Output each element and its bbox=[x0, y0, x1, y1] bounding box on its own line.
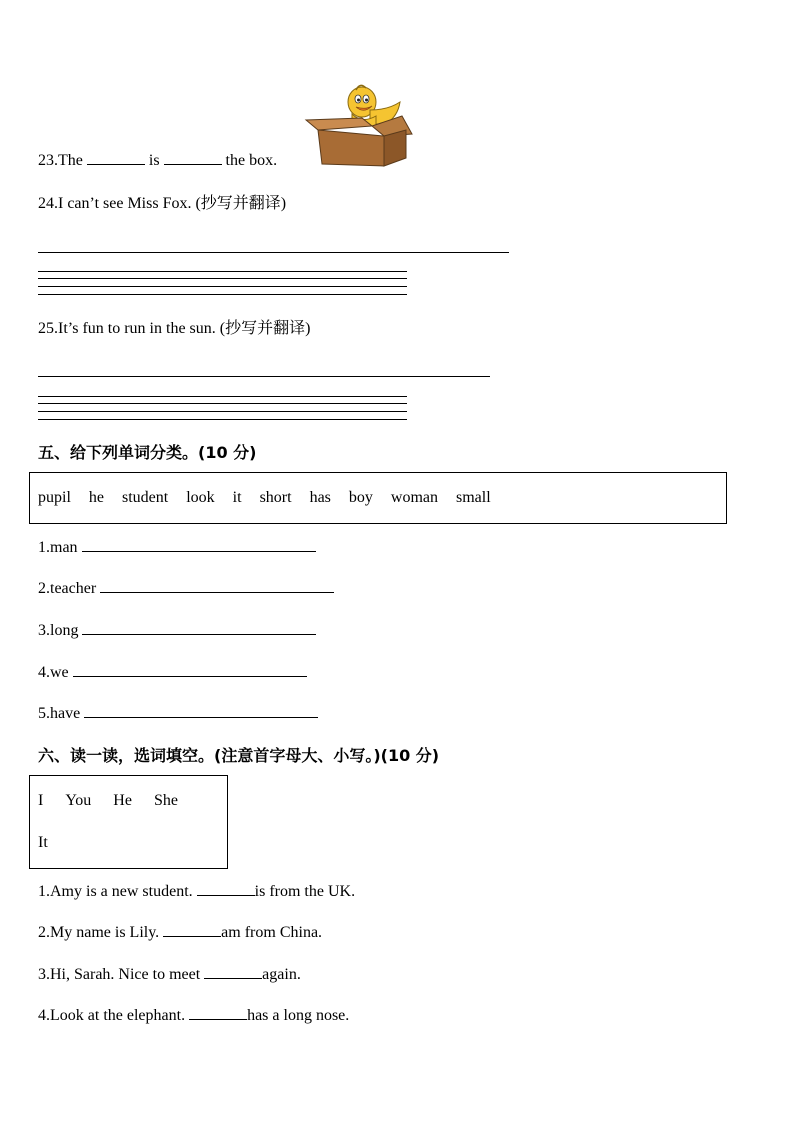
classify-item-3 bbox=[38, 620, 316, 640]
q23-number: 23. bbox=[38, 152, 58, 169]
duck-in-box-icon bbox=[300, 80, 418, 170]
q23-word-the-box: the box. bbox=[225, 152, 278, 169]
classify-answer-blank[interactable] bbox=[82, 537, 316, 552]
classify-item-2 bbox=[38, 578, 334, 598]
word-bank-word: woman bbox=[390, 489, 438, 506]
fill-item-prefix: 3.Hi, Sarah. Nice to meet bbox=[38, 966, 201, 983]
section-6-word-bank bbox=[29, 775, 228, 869]
word-bank-word: student bbox=[122, 489, 169, 506]
fill-item-prefix: 2.My name is Lily. bbox=[38, 924, 160, 941]
q24-writing-line-2[interactable] bbox=[38, 278, 407, 279]
word-bank-word: I bbox=[38, 792, 44, 809]
classify-item-label: 1.man bbox=[38, 539, 78, 556]
q25-writing-line-1[interactable] bbox=[38, 396, 407, 397]
q24-writing-line-1[interactable] bbox=[38, 271, 407, 272]
word-bank-word: You bbox=[65, 792, 92, 809]
word-bank-word: She bbox=[153, 792, 178, 809]
q24-writing-line-4[interactable] bbox=[38, 294, 407, 295]
section-5-title: 五、给下列单词分类。(10 分) bbox=[38, 443, 257, 462]
fill-answer-blank[interactable] bbox=[163, 922, 221, 937]
word-bank-word: he bbox=[88, 489, 104, 506]
word-bank-word: boy bbox=[348, 489, 373, 506]
word-bank-word: He bbox=[113, 792, 132, 809]
classify-answer-blank[interactable] bbox=[82, 620, 316, 635]
fill-item-suffix: has a long nose. bbox=[247, 1007, 350, 1024]
classify-item-label: 4.we bbox=[38, 664, 69, 681]
q23-word-the: The bbox=[58, 152, 83, 169]
word-bank-word: look bbox=[186, 489, 215, 506]
q23-blank-2[interactable] bbox=[164, 150, 222, 165]
q25-answer-line[interactable] bbox=[38, 376, 490, 377]
fill-item-prefix: 4.Look at the elephant. bbox=[38, 1007, 186, 1024]
fill-answer-blank[interactable] bbox=[197, 881, 255, 896]
classify-answer-blank[interactable] bbox=[100, 578, 334, 593]
section-6-title: 六、读一读，选词填空。(注意首字母大、小写。)(10 分) bbox=[38, 746, 440, 765]
word-bank-word: it bbox=[232, 489, 242, 506]
fill-item-1 bbox=[38, 881, 355, 901]
classify-item-4 bbox=[38, 662, 307, 682]
fill-item-suffix: am from China. bbox=[221, 924, 323, 941]
classify-item-label: 2.teacher bbox=[38, 580, 97, 597]
classify-item-label: 5.have bbox=[38, 705, 81, 722]
word-bank-word: has bbox=[309, 489, 331, 506]
q23-word-is: is bbox=[148, 152, 160, 169]
q24-answer-line[interactable] bbox=[38, 252, 509, 253]
word-bank-word: pupil bbox=[38, 489, 71, 506]
question-24: 24.I can’t see Miss Fox. (抄写并翻译) bbox=[38, 195, 287, 212]
fill-item-3 bbox=[38, 964, 301, 984]
fill-item-suffix: is from the UK. bbox=[254, 883, 356, 900]
classify-item-1 bbox=[38, 537, 316, 557]
word-bank-word: small bbox=[456, 489, 491, 506]
q23-blank-1[interactable] bbox=[87, 150, 145, 165]
question-23 bbox=[38, 150, 277, 170]
fill-item-4 bbox=[38, 1005, 349, 1025]
q25-writing-line-2[interactable] bbox=[38, 403, 407, 404]
classify-item-5 bbox=[38, 703, 318, 723]
fill-answer-blank[interactable] bbox=[204, 964, 262, 979]
classify-answer-blank[interactable] bbox=[73, 662, 307, 677]
q24-writing-line-3[interactable] bbox=[38, 286, 407, 287]
fill-item-suffix: again. bbox=[262, 966, 301, 983]
fill-item-prefix: 1.Amy is a new student. bbox=[38, 883, 193, 900]
word-bank-word: short bbox=[259, 489, 292, 506]
question-25: 25.It’s fun to run in the sun. (抄写并翻译) bbox=[38, 320, 311, 337]
q25-writing-line-4[interactable] bbox=[38, 419, 407, 420]
word-bank-word: It bbox=[38, 834, 48, 851]
section-5-word-bank bbox=[29, 472, 727, 524]
fill-answer-blank[interactable] bbox=[189, 1005, 247, 1020]
fill-item-2 bbox=[38, 922, 322, 942]
classify-answer-blank[interactable] bbox=[84, 703, 318, 718]
classify-item-label: 3.long bbox=[38, 622, 79, 639]
q25-writing-line-3[interactable] bbox=[38, 411, 407, 412]
